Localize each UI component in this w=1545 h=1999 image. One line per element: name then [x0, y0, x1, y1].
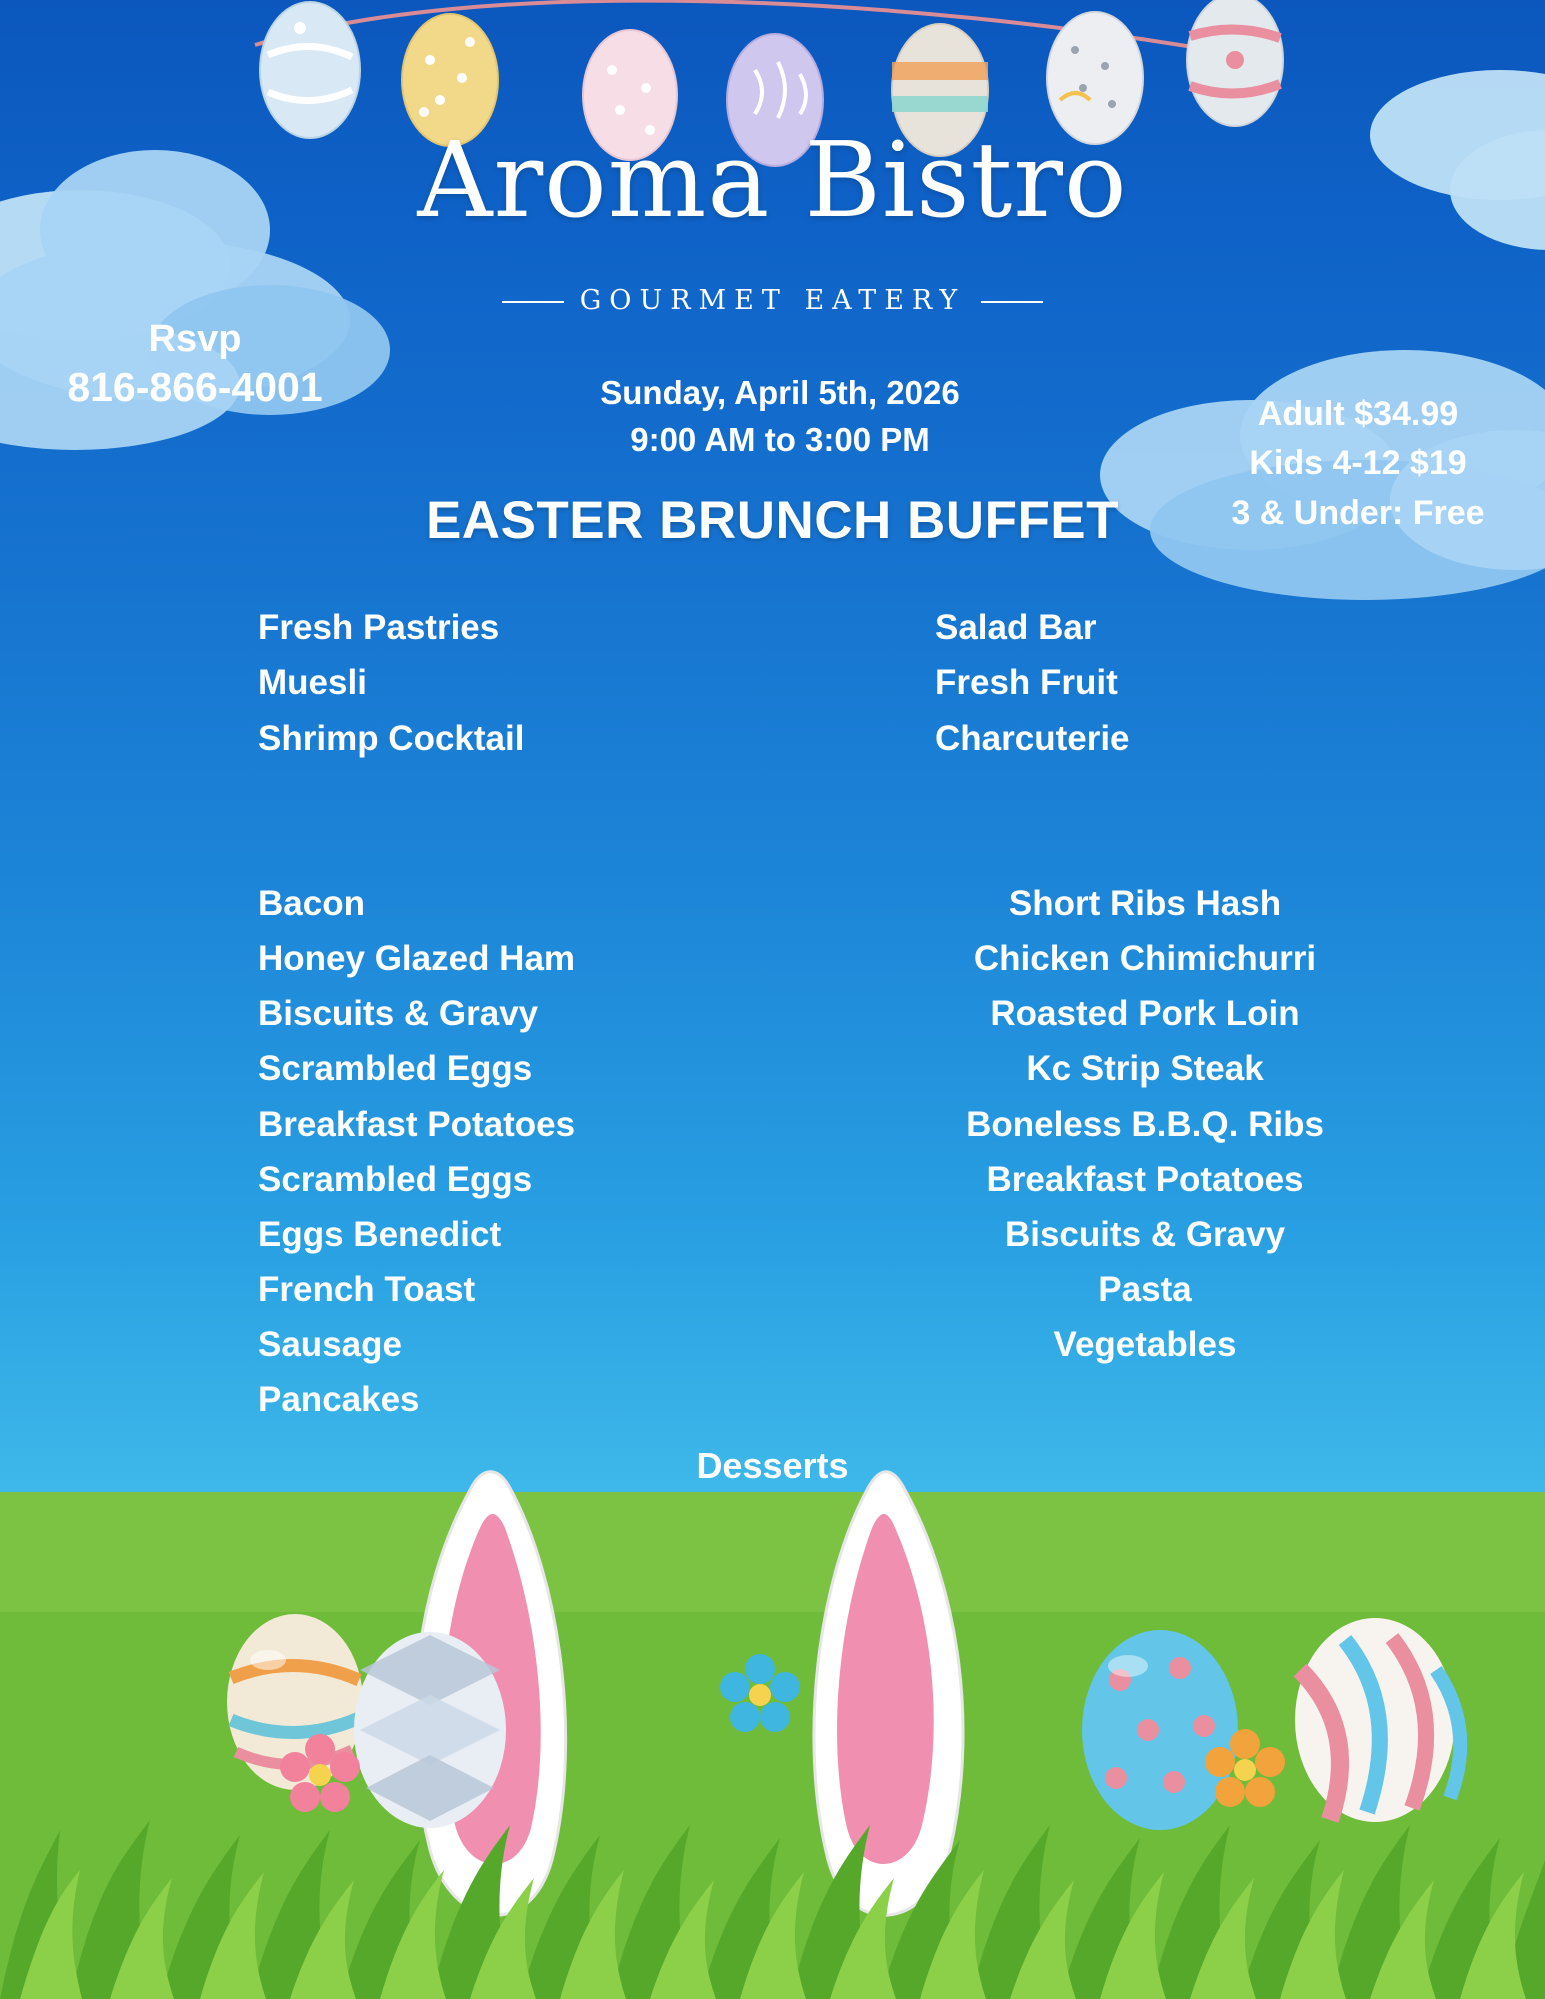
- menu-item: French Toast: [258, 1269, 476, 1309]
- menu-item: Salad Bar: [935, 608, 1097, 647]
- menu-item: Biscuits & Gravy: [258, 994, 539, 1034]
- menu-item: Scrambled Eggs: [258, 1159, 533, 1199]
- rsvp-phone[interactable]: 816-866-4001: [67, 364, 323, 411]
- menu-item: Kc Strip Steak: [1026, 1049, 1264, 1089]
- price-adult: Adult $34.99: [1257, 395, 1459, 433]
- bunting-egg-icon: [1187, 0, 1283, 126]
- menu-item: Sausage: [258, 1325, 402, 1364]
- menu-column-main-left: [258, 876, 575, 1427]
- menu-item: Shrimp Cocktail: [258, 718, 525, 758]
- rsvp-label: Rsvp: [148, 318, 242, 360]
- menu-item: Pancakes: [258, 1380, 420, 1420]
- desserts-heading: Desserts: [696, 1445, 849, 1486]
- bunting-egg-icon: [260, 2, 360, 138]
- easter-scene: [0, 1430, 1545, 1999]
- tagline-rule-right: [981, 301, 1043, 303]
- menu-item: Roasted Pork Loin: [990, 994, 1300, 1034]
- event-date: Sunday, April 5th, 2026: [600, 374, 960, 411]
- menu-item: Fresh Fruit: [935, 663, 1118, 703]
- price-kids: Kids 4-12 $19: [1249, 444, 1467, 483]
- event-time: 9:00 AM to 3:00 PM: [630, 420, 930, 458]
- menu-item: Breakfast Potatoes: [986, 1159, 1304, 1199]
- menu-column-top-left: [258, 600, 524, 766]
- menu-item: Breakfast Potatoes: [258, 1104, 576, 1144]
- menu-item: Charcuterie: [935, 718, 1130, 758]
- menu-column-main-right: [925, 876, 1365, 1372]
- menu-item: Chicken Chimichurri: [973, 939, 1317, 979]
- grass-egg-icon: [354, 1632, 506, 1828]
- menu-item: Short Ribs Hash: [1008, 884, 1282, 923]
- menu-item: Honey Glazed Ham: [258, 939, 576, 979]
- grass-egg-icon: [1082, 1630, 1238, 1830]
- event-title: EASTER BRUNCH BUFFET: [425, 491, 1120, 550]
- menu-item: Scrambled Eggs: [258, 1049, 533, 1089]
- tagline-text: GOURMET EATERY: [579, 285, 966, 316]
- menu-item: Fresh Pastries: [258, 608, 500, 647]
- page-title: Aroma Bistro: [417, 119, 1128, 241]
- menu-item: Pasta: [1098, 1269, 1192, 1309]
- event-datetime: [420, 370, 1140, 464]
- rsvp-block: [30, 316, 360, 412]
- price-under-three: 3 & Under: Free: [1231, 493, 1485, 532]
- menu-item: Eggs Benedict: [258, 1214, 502, 1254]
- brand-tagline: [0, 285, 1545, 316]
- tagline-rule-left: [502, 301, 564, 303]
- menu-item: Boneless B.B.Q. Ribs: [966, 1104, 1324, 1144]
- menu-item: Biscuits & Gravy: [1004, 1214, 1286, 1254]
- menu-item: Muesli: [258, 663, 367, 703]
- menu-item: Vegetables: [1053, 1325, 1237, 1364]
- menu-item: Bacon: [258, 884, 365, 923]
- menu-column-top-right: [935, 600, 1130, 766]
